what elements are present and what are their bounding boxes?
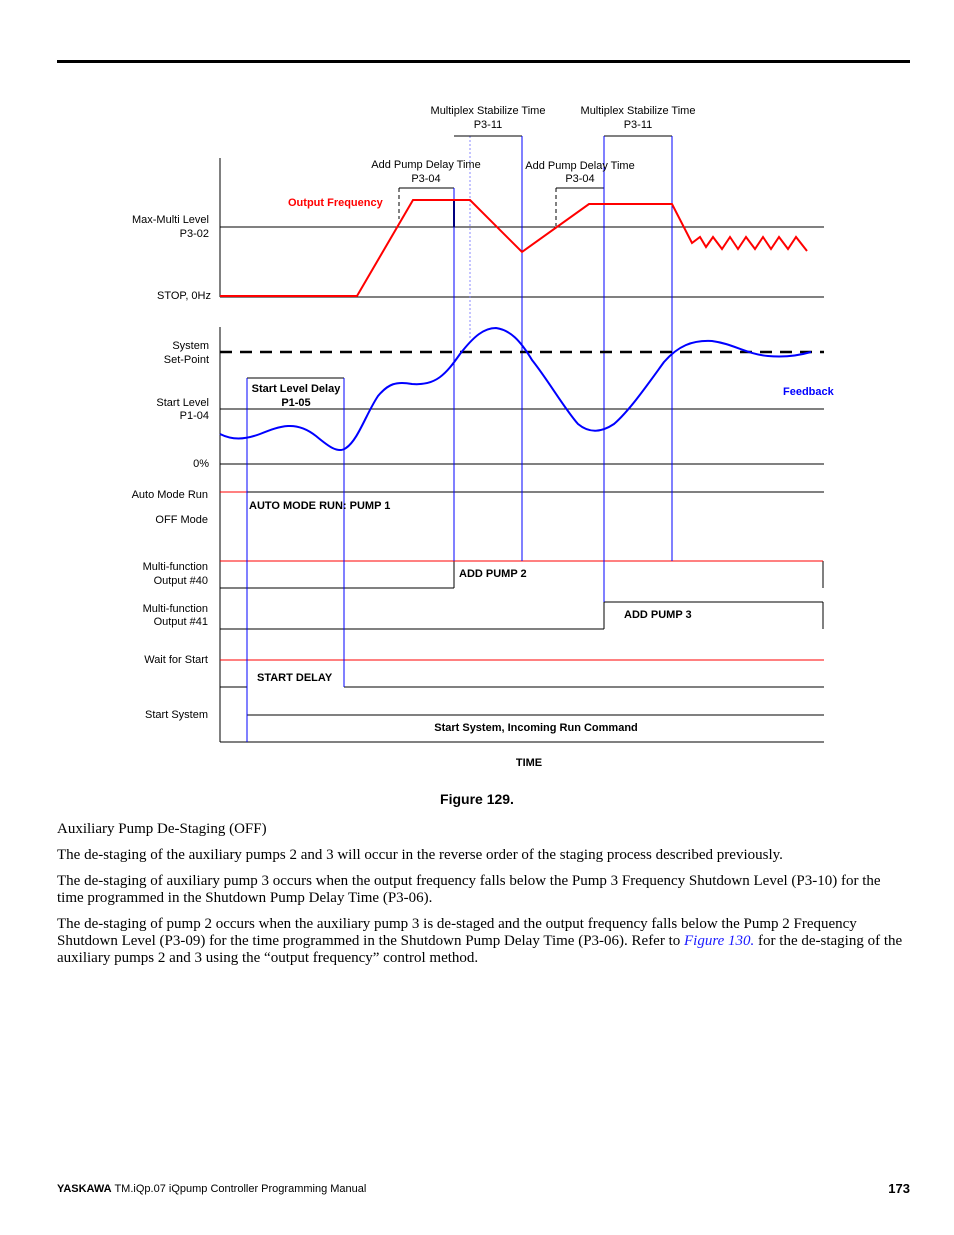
max-multi-label-b: P3-02 xyxy=(179,228,209,240)
delay1-label-a: Add Pump Delay Time xyxy=(371,159,481,171)
off-mode-label: OFF Mode xyxy=(155,514,208,526)
mf41-label-a: Multi-function xyxy=(142,603,208,615)
start-level-delay-label-a: Start Level Delay xyxy=(251,383,341,395)
stab1-label-b: P3-11 xyxy=(473,119,503,131)
page-number: 173 xyxy=(888,1181,910,1196)
start-level-label-b: P1-04 xyxy=(179,410,209,422)
stab2-label-a: Multiplex Stabilize Time xyxy=(580,105,696,117)
mf41-label-b: Output #41 xyxy=(153,616,208,628)
start-level-delay-label-b: P1-05 xyxy=(281,397,311,409)
stab1-label-a: Multiplex Stabilize Time xyxy=(430,105,546,117)
start-system-label: Start System xyxy=(145,709,208,721)
figure-130-link[interactable]: Figure 130. xyxy=(684,933,755,949)
start-system-run-label: Start System, Incoming Run Command xyxy=(434,722,638,734)
start-delay-label: START DELAY xyxy=(257,672,333,684)
delay2-label-b: P3-04 xyxy=(565,173,595,185)
paragraph-1: The de-staging of the auxiliary pumps 2 and 3 will occur in the reverse order of the staging process described previously. xyxy=(57,847,783,863)
output-frequency-label: Output Frequency xyxy=(288,197,383,209)
paragraph-3 xyxy=(57,916,910,967)
delay2-label-a: Add Pump Delay Time xyxy=(525,160,635,172)
system-label-a: System xyxy=(172,340,209,352)
add-pump2-label: ADD PUMP 2 xyxy=(459,568,527,580)
footer-brand: YASKAWA xyxy=(57,1183,112,1195)
max-multi-label-a: Max-Multi Level xyxy=(131,214,209,226)
add-pump3-label: ADD PUMP 3 xyxy=(624,609,692,621)
paragraph-3-text-b: for the de-staging of the auxiliary pumps 2 and 3 using the “output frequency” control method. xyxy=(57,933,903,966)
auto-run-label: AUTO MODE RUN: PUMP 1 xyxy=(249,500,391,512)
stab2-label-b: P3-11 xyxy=(623,119,653,131)
figure-caption: Figure 129. xyxy=(440,791,514,807)
body-text xyxy=(57,821,910,976)
mf40-label-b: Output #40 xyxy=(153,575,208,587)
subheading: Auxiliary Pump De-Staging (OFF) xyxy=(57,821,267,837)
system-label-b: Set-Point xyxy=(163,354,209,366)
zero-label: 0% xyxy=(193,458,209,470)
paragraph-2: The de-staging of auxiliary pump 3 occurs when the output frequency falls below the Pump 3 Frequency Shutdown Level (P3-10) for the time programmed in the Shutdown Pump Delay Time (P3-06). xyxy=(57,873,881,906)
auto-mode-label: Auto Mode Run xyxy=(131,489,208,501)
start-level-label-a: Start Level xyxy=(156,397,209,409)
paragraph-3-text-a: The de-staging of pump 2 occurs when the auxiliary pump 3 is de-staged and the output frequency falls below the Pump 2 Frequency Shutdown Level (P3-09) for the time programmed in the Shutdown Pump Delay Time (P3-06). Refer to xyxy=(57,916,857,949)
mf40-label-a: Multi-function xyxy=(142,561,208,573)
footer-title: TM.iQp.07 iQpump Controller Programming Manual xyxy=(111,1183,367,1195)
wait-label: Wait for Start xyxy=(144,654,208,666)
time-axis-label: TIME xyxy=(515,757,543,769)
footer xyxy=(57,1183,910,1195)
delay1-label-b: P3-04 xyxy=(411,173,441,185)
feedback-label: Feedback xyxy=(783,386,834,398)
output-frequency-curve xyxy=(220,200,807,296)
stop-label: STOP, 0Hz xyxy=(156,290,211,302)
